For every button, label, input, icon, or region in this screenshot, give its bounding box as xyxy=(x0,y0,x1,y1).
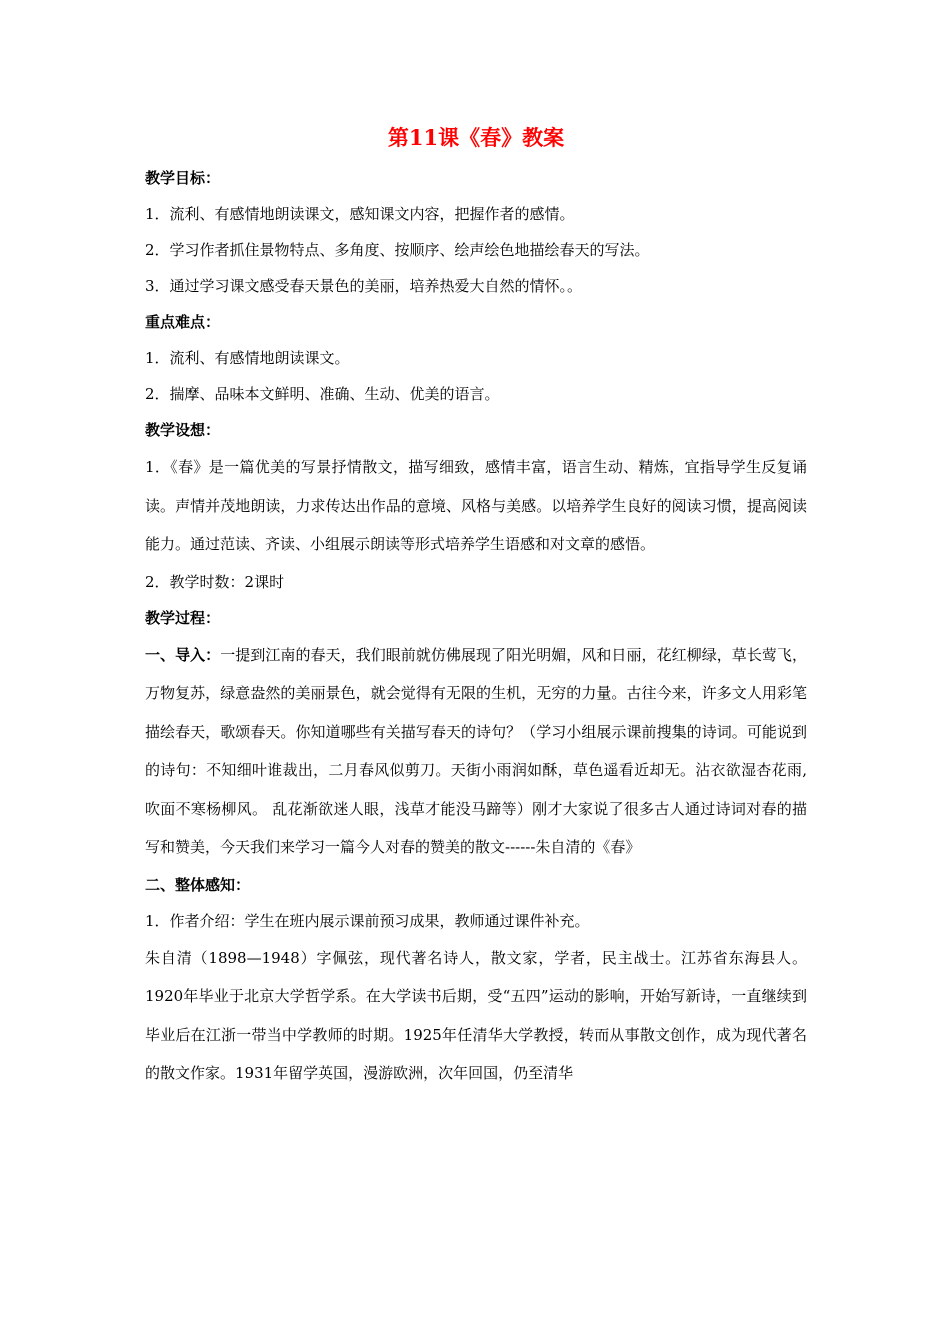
intro-text: 一提到江南的春天，我们眼前就仿佛展现了阳光明媚，风和日丽，花红柳绿，草长莺飞，万物复苏，绿意盎然的美丽景色，就会觉得有无限的生机，无穷的力量。古往今来，许多文人用彩笔描绘春天，歌颂春天。你知道哪些有关描写春天的诗句？（学习小组展示课前搜集的诗词。可能说到的诗句：不知细叶谁裁出，二月春风似剪刀。天街小雨润如酥，草色遥看近却无。沾衣欲湿杏花雨,吹面不寒杨柳风。 乱花渐欲迷人眼，浅草才能没马蹄等）刚才大家说了很多古人通过诗词对春的描写和赞美，今天我们来学习一篇今人对春的赞美的散文------朱自清的《春》 xyxy=(145,645,807,856)
design-item-2: 2．教学时数：2课时 xyxy=(145,572,285,591)
author-bio: 朱自清（1898—1948）字佩弦，现代著名诗人，散文家，学者，民主战士。江苏省东海县人。1920年毕业于北京大学哲学系。在大学读书后期，受“五四”运动的影响，开始写新诗，一直继续到毕业后在江浙一带当中学教师的时期。1925年任清华大学教授，转而从事散文创作，成为现代著名的散文作家。1931年留学英国，漫游欧洲，次年回国，仍至清华 xyxy=(145,948,807,1082)
goal-item-2: 2．学习作者抓住景物特点、多角度、按顺序、绘声绘色地描绘春天的写法。 xyxy=(145,241,650,259)
document-title: 第11课《春》教案 xyxy=(387,125,565,150)
intro-paragraph xyxy=(145,636,807,867)
section-heading-overall: 二、整体感知： xyxy=(145,875,251,894)
goal-item-3: 3．通过学习课文感受春天景色的美丽，培养热爱大自然的情怀。。 xyxy=(145,277,583,295)
section-heading-process: 教学过程： xyxy=(145,608,221,627)
section-heading-design: 教学设想： xyxy=(145,421,221,439)
author-intro: 1．作者介绍：学生在班内展示课前预习成果，教师通过课件补充。 xyxy=(145,911,590,930)
design-item-1: 1．《春》是一篇优美的写景抒情散文，描写细致，感情丰富，语言生动、精炼，宜指导学生反复诵读。声情并茂地朗读，力求传达出作品的意境、风格与美感。以培养学生良好的阅读习惯，提高阅读能力。通过范读、齐读、小组展示朗读等形式培养学生语感和对文章的感悟。 xyxy=(145,458,807,553)
goal-item-1: 1．流利、有感情地朗读课文，感知课文内容，把握作者的感情。 xyxy=(145,205,575,223)
key-point-item-2: 2．揣摩、品味本文鲜明、准确、生动、优美的语言。 xyxy=(145,385,500,403)
intro-lead: 一、导入： xyxy=(145,645,221,664)
key-point-item-1: 1．流利、有感情地朗读课文。 xyxy=(145,349,350,367)
section-heading-goals: 教学目标： xyxy=(145,169,221,187)
section-heading-key-points: 重点难点： xyxy=(145,313,221,331)
document-page xyxy=(145,120,807,1093)
